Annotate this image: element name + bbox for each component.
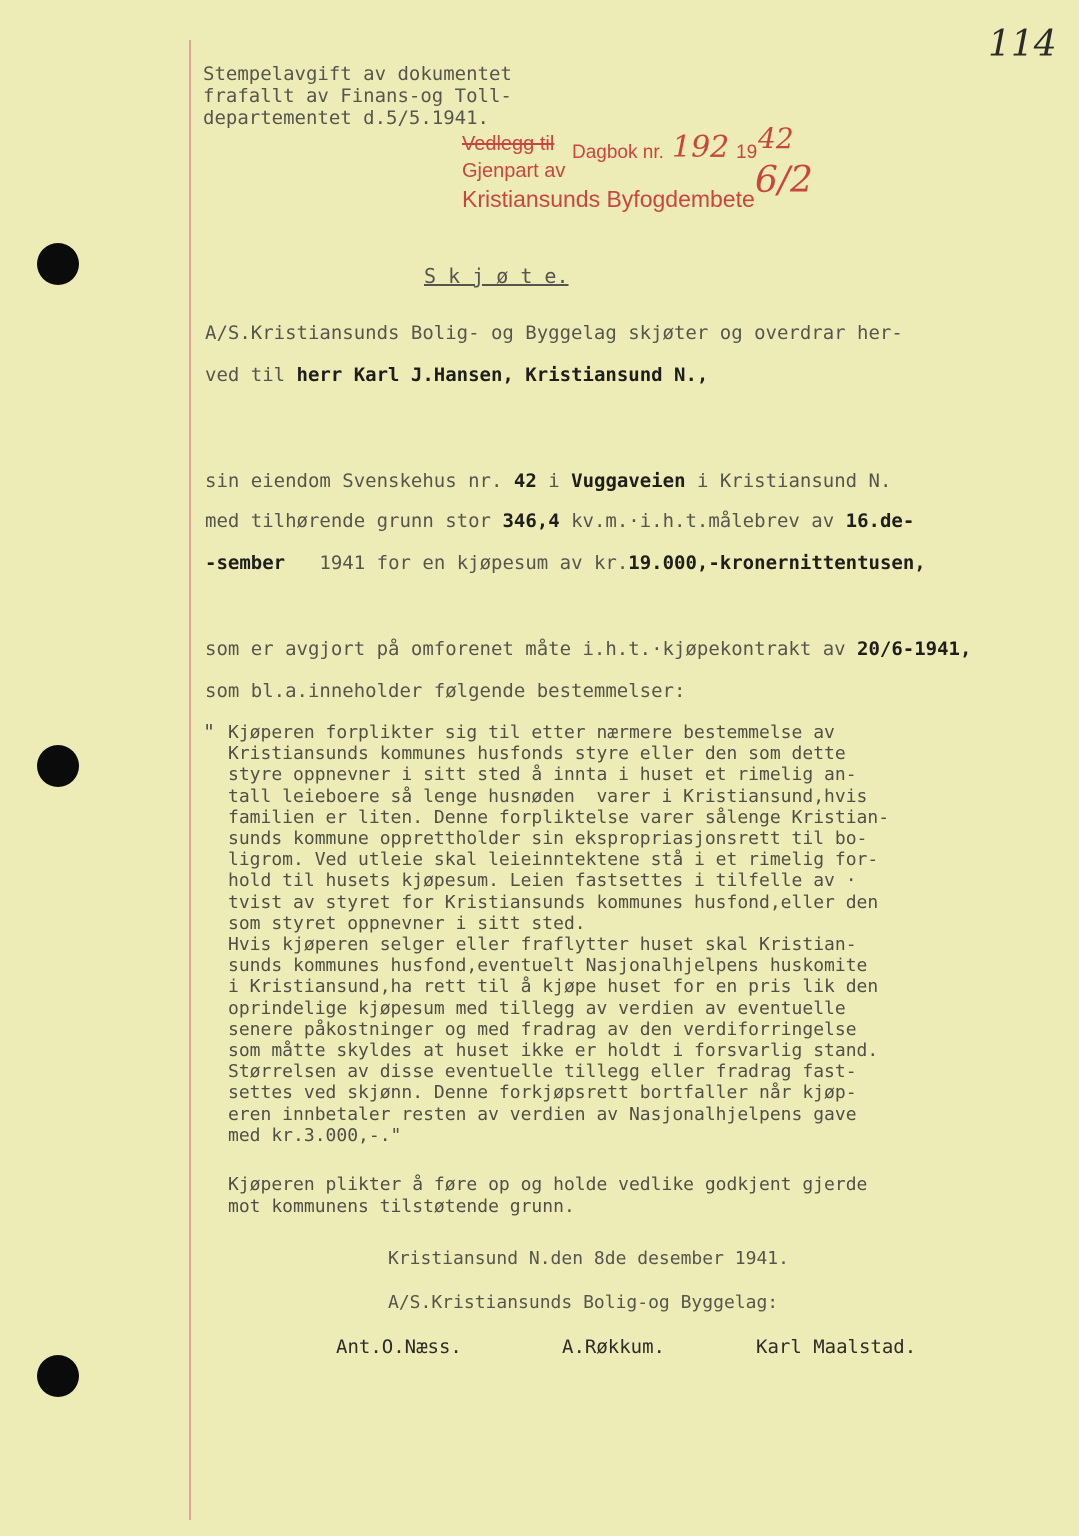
survey-year: 1941 — [319, 552, 366, 574]
stamp-office: Kristiansunds Byfogdembete — [462, 186, 755, 212]
intro-line-1: A/S.Kristiansunds Bolig- og Byggelag skjøter og overdrar her- — [205, 322, 903, 344]
survey-date-part: 16.de- — [845, 510, 915, 532]
signature-1: Ant.O.Næss. — [336, 1336, 462, 1358]
stamp-date-handwritten: 6/2 — [755, 160, 813, 201]
property-l1-b: i — [548, 470, 560, 492]
survey-month: -sember — [205, 552, 286, 574]
quoted-line: oprindelige kjøpesum med tillegg av verdien av eventuelle — [228, 997, 846, 1019]
quoted-line: Hvis kjøperen selger eller fraflytter huset skal Kristian- — [228, 934, 857, 955]
agreement-line-2: som bl.a.inneholder følgende bestemmelser: — [205, 680, 686, 702]
quoted-line: familien er liten. Denne forpliktelse varer sålenge Kristian- — [228, 806, 890, 828]
quoted-line: hold til husets kjøpesum. Leien fastsettes i tilfelle av · — [228, 870, 857, 892]
quoted-line: med kr.3.000,-." — [228, 1124, 402, 1146]
quoted-line: Kjøperen forplikter sig til etter nærmere bestemmelse av — [228, 722, 835, 743]
quoted-line: i Kristiansund,ha rett til å kjøpe huset for en pris lik den — [228, 976, 879, 998]
property-l2-b: kv.m.·i.h.t.målebrev av — [571, 510, 835, 532]
street-name: Vuggaveien — [571, 470, 686, 492]
signature-3: Karl Maalstad. — [756, 1336, 917, 1358]
signature-2: A.Røkkum. — [562, 1336, 665, 1358]
quoted-line: styre oppnevner i sitt sted å innta i huset et rimelig an- — [228, 764, 857, 786]
fence-line-2: mot kommunens tilstøtende grunn. — [228, 1196, 575, 1217]
property-l1-a: sin eiendom Svenskehus nr. — [205, 470, 503, 492]
quoted-line: settes ved skjønn. Denne forkjøpsrett bortfaller når kjøp- — [228, 1082, 857, 1104]
company-name: A/S.Kristiansunds Bolig-og Byggelag: — [388, 1292, 779, 1313]
property-line-1 — [205, 470, 891, 492]
property-line-3 — [205, 552, 926, 574]
page-number: 114 — [988, 24, 1057, 65]
property-l3-a: for en kjøpesum av kr. — [376, 552, 629, 574]
agreement-line-1 — [205, 638, 971, 660]
place-date: Kristiansund N.den 8de desember 1941. — [388, 1248, 789, 1269]
quoted-line: som styret oppnevner i sitt sted. — [228, 912, 586, 934]
quoted-line: ligrom. Ved utleie skal leieinntektene stå i et rimelig for- — [228, 849, 879, 871]
margin-rule — [189, 40, 191, 1520]
header-note-line-2: frafallt av Finans-og Toll- — [203, 85, 512, 107]
quoted-line: tall leieboere så lenge husnøden varer i Kristiansund,hvis — [228, 785, 868, 807]
quoted-line: som måtte skyldes at huset ikke er holdt i forsvarlig stand. — [228, 1040, 879, 1061]
punch-hole-middle — [37, 745, 79, 787]
property-line-2 — [205, 510, 914, 532]
quoted-line: senere påkostninger og med fradrag av den verdiforringelse — [228, 1018, 857, 1040]
property-l1-c: i Kristiansund N. — [696, 470, 892, 492]
header-note-line-1: Stempelavgift av dokumentet — [203, 63, 512, 85]
stamp-vedlegg: Vedlegg til — [462, 133, 555, 155]
stamp-year-prefix: 19 — [736, 142, 758, 163]
stamp-dagbok-label: Dagbok nr. — [572, 142, 664, 163]
agreement-l1-a: som er avgjort på omforenet måte i.h.t.·kjøpekontrakt av — [205, 638, 846, 660]
header-note-line-3: departementet d.5/5.1941. — [203, 107, 489, 129]
quoted-line: Kristiansunds kommunes husfonds styre eller den som dette — [228, 743, 846, 765]
intro-line-2 — [205, 364, 708, 386]
stamp-year-suffix: 42 — [758, 122, 794, 155]
quoted-line: eren innbetaler resten av verdien av Nasjonalhjelpens gave — [228, 1103, 857, 1125]
property-l2-a: med tilhørende grunn stor — [205, 510, 491, 532]
punch-hole-top — [37, 243, 79, 285]
quoted-line: sunds kommune opprettholder sin ekspropriasjonsrett til bo- — [228, 828, 868, 849]
stamp-dagbok-number: 192 — [672, 130, 730, 165]
quoted-line: sunds kommunes husfond,eventuelt Nasjonalhjelpens huskomite — [228, 955, 868, 977]
plot-area: 346,4 — [502, 510, 560, 532]
buyer-name: herr Karl J.Hansen, Kristiansund N., — [296, 364, 709, 386]
house-number: 42 — [513, 470, 537, 492]
deed-title: S k j ø t e. — [424, 264, 569, 288]
contract-date: 20/6-1941, — [857, 638, 972, 660]
quoted-line: Størrelsen av disse eventuelle tillegg eller fradrag fast- — [228, 1061, 857, 1083]
stamp-gjenpart: Gjenpart av — [462, 160, 566, 182]
intro-line-2-prefix: ved til — [205, 364, 286, 386]
quoted-line: tvist av styret for Kristiansunds kommunes husfond,eller den — [228, 891, 879, 913]
quote-mark: " — [203, 720, 216, 744]
fence-line-1: Kjøperen plikter å føre op og holde vedlike godkjent gjerde — [228, 1174, 868, 1195]
purchase-price: 19.000,-kronernittentusen, — [628, 552, 926, 574]
punch-hole-bottom — [37, 1355, 79, 1397]
